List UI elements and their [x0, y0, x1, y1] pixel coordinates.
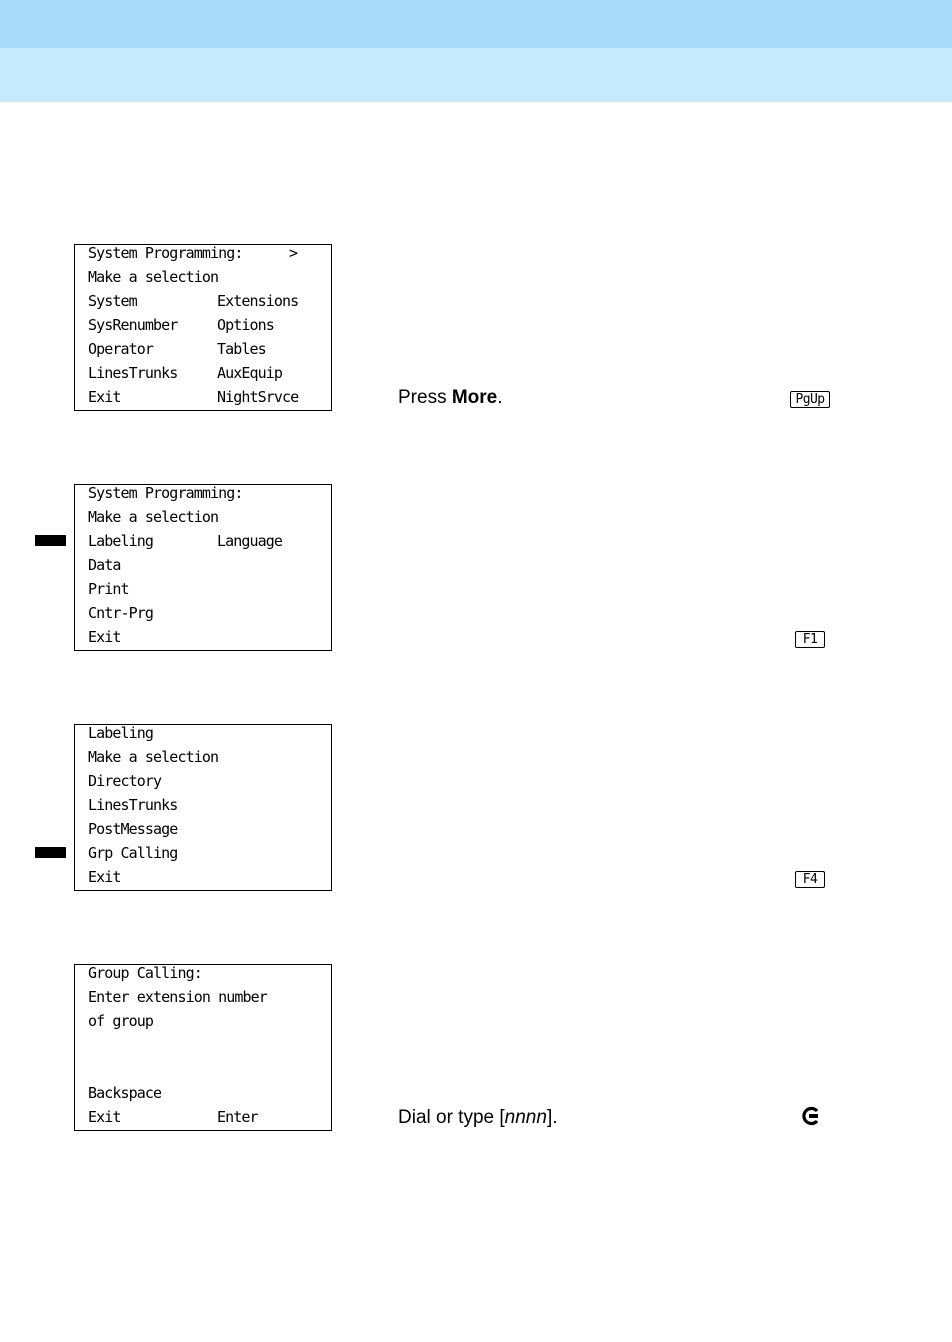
- screen-line: >: [289, 244, 298, 262]
- instruction-text: .: [497, 387, 503, 408]
- instruction-key-label: More: [451, 387, 498, 408]
- instruction-text: ].: [546, 1107, 558, 1128]
- screen-line: Options: [217, 316, 274, 334]
- f1-key: F1: [795, 631, 825, 648]
- instruction-press-more: [398, 387, 503, 409]
- handset-icon: [801, 1106, 821, 1126]
- display-screen-labeling: [74, 724, 332, 891]
- screen-line: Print: [88, 580, 129, 598]
- screen-line: Directory: [88, 772, 162, 790]
- screen-line: Extensions: [217, 292, 299, 310]
- screen-line: System Programming:: [88, 484, 243, 502]
- screen-line: PostMessage: [88, 820, 178, 838]
- instruction-text: Dial or type [: [398, 1107, 505, 1128]
- screen-line: Labeling: [88, 724, 154, 742]
- screen-line: System Programming:: [88, 244, 243, 262]
- screen-line: LinesTrunks: [88, 796, 178, 814]
- instruction-text: Press: [398, 387, 452, 408]
- screen-line: Operator: [88, 340, 154, 358]
- screen-line: Data: [88, 556, 121, 574]
- screen-line: System: [88, 292, 137, 310]
- screen-line: Exit: [88, 868, 121, 886]
- screen-line: AuxEquip: [217, 364, 283, 382]
- instruction-dial-extension: [398, 1107, 558, 1129]
- screen-line: Make a selection: [88, 748, 219, 766]
- header-band-top: [0, 0, 952, 48]
- screen-line: Make a selection: [88, 268, 219, 286]
- screen-line: Exit: [88, 388, 121, 406]
- display-screen-system-programming-2: [74, 484, 332, 651]
- screen-line: Enter extension number: [88, 988, 267, 1006]
- instruction-variable: nnnn: [504, 1107, 547, 1128]
- screen-line: SysRenumber: [88, 316, 178, 334]
- screen-line: LinesTrunks: [88, 364, 178, 382]
- screen-line: Make a selection: [88, 508, 219, 526]
- screen-line: Exit: [88, 628, 121, 646]
- display-screen-group-calling: [74, 964, 332, 1131]
- selection-marker-labeling: [35, 535, 66, 546]
- screen-line: Labeling: [88, 532, 154, 550]
- screen-line: of group: [88, 1012, 154, 1030]
- screen-line: NightSrvce: [217, 388, 299, 406]
- selection-marker-grp-calling: [35, 847, 66, 858]
- screen-line: Exit: [88, 1108, 121, 1126]
- header-band-bottom: [0, 48, 952, 102]
- screen-line: Tables: [217, 340, 266, 358]
- pgup-key: PgUp: [790, 391, 830, 408]
- screen-line: Grp Calling: [88, 844, 178, 862]
- screen-line: Enter: [217, 1108, 258, 1126]
- screen-line: Cntr-Prg: [88, 604, 154, 622]
- f4-key: F4: [795, 871, 825, 888]
- screen-line: Group Calling:: [88, 964, 202, 982]
- screen-line: Language: [217, 532, 283, 550]
- display-screen-system-programming-1: [74, 244, 332, 411]
- screen-line: Backspace: [88, 1084, 162, 1102]
